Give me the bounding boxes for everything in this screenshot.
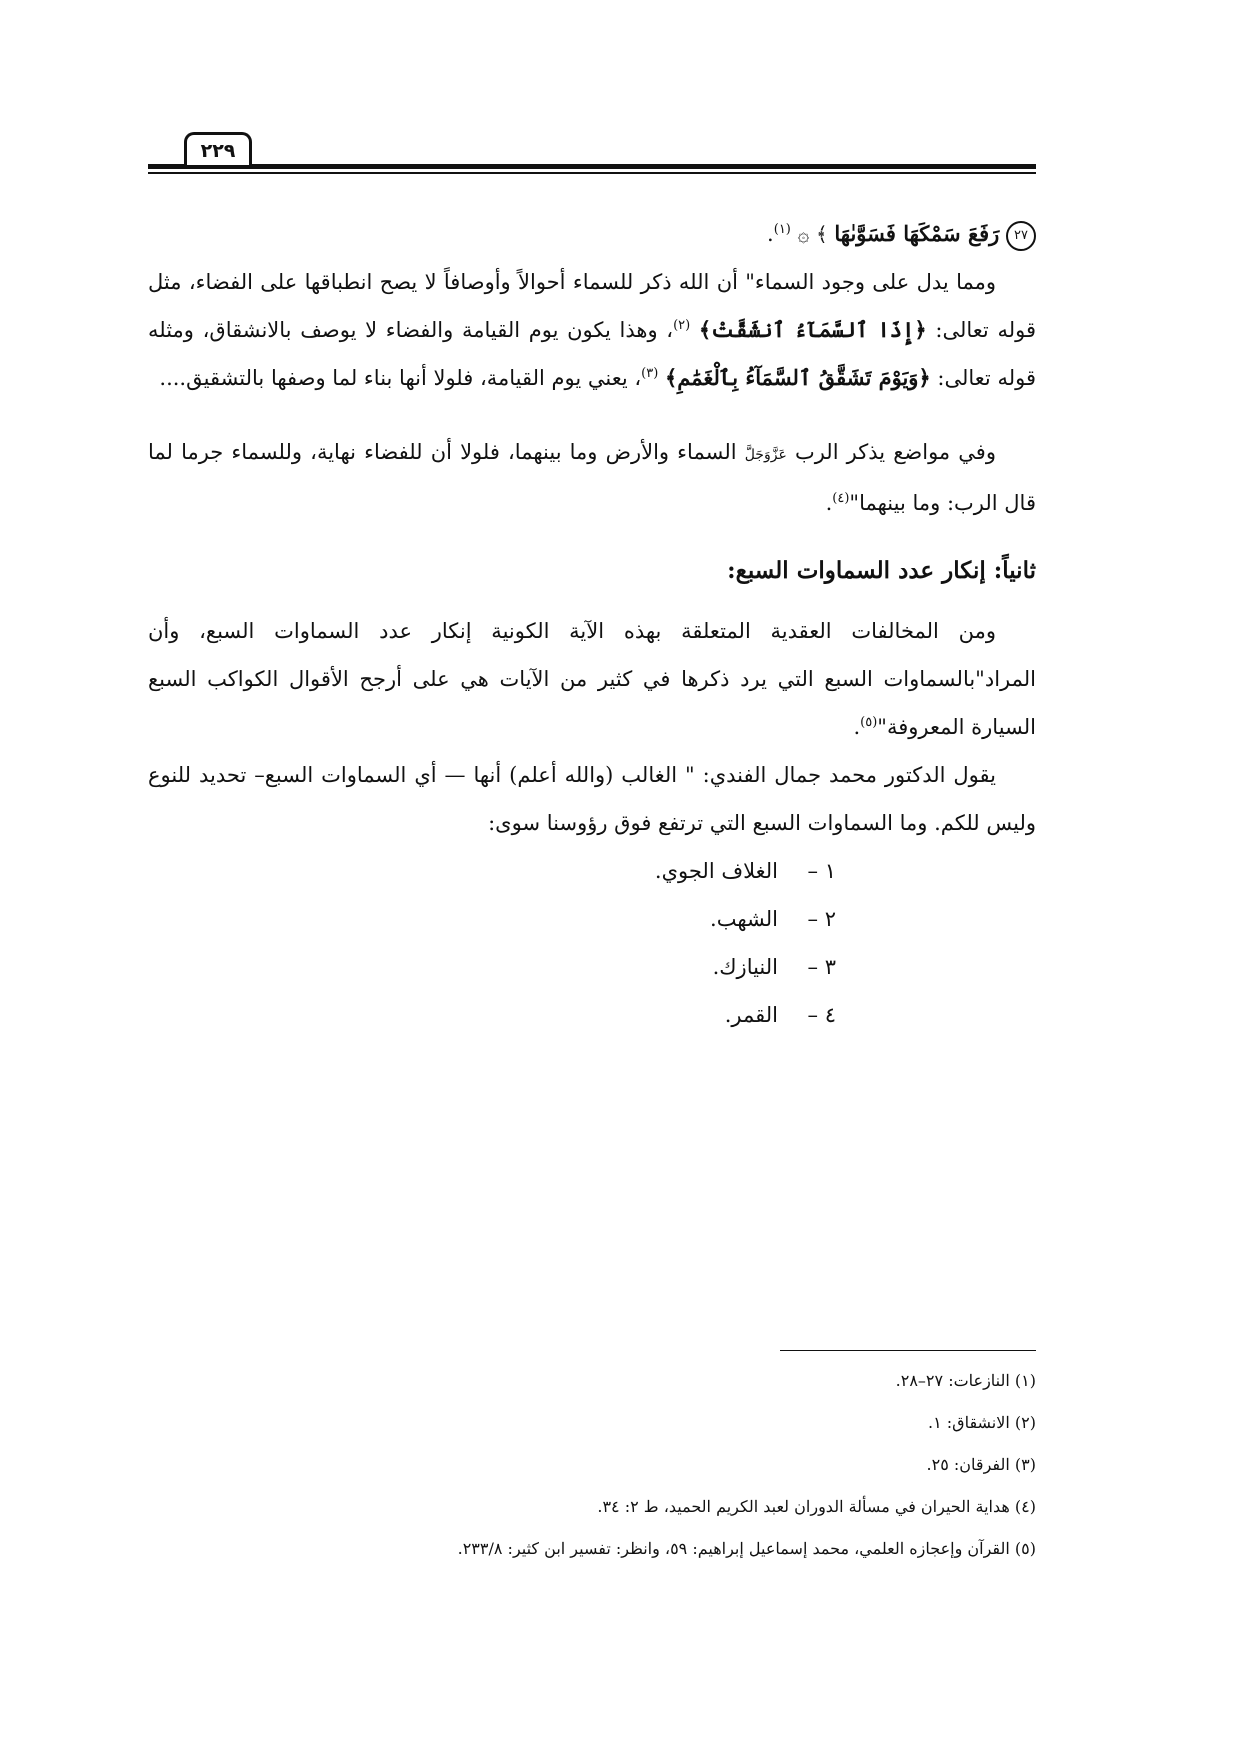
p1-text-a: ومما يدل على وجود السماء" أن الله ذكر للسماء أحوالاً وأوصافاً لا يصح انطباقها على الفضاء، مثل قوله تعالى:: [148, 270, 1036, 342]
list-item: [148, 991, 1036, 1039]
list-item: [148, 895, 1036, 943]
star-ornament-icon: ۞: [797, 222, 810, 246]
header-rule-thick: [148, 164, 1036, 169]
p2-text-a: وفي مواضع يذكر الرب: [786, 440, 996, 464]
footnote-divider: [780, 1350, 1036, 1351]
footnote-ref-5: (٥): [860, 715, 878, 730]
footnote-2: (٢) الانشقاق: ١.: [927, 1413, 1036, 1432]
footnote-3: (٣) الفرقان: ٢٥.: [926, 1455, 1036, 1474]
list-item: [148, 847, 1036, 895]
paragraph-3: [148, 607, 1036, 751]
p3-text: ومن المخالفات العقدية المتعلقة بهذه الآية الكونية إنكار عدد السماوات السبع، وأن المراد"بالسماوات السبع التي يرد ذكرها في كثير من الآيات هي على أرجح الأقوال الكواكب السبع السيارة المعروفة": [148, 619, 1036, 739]
spacer: [148, 402, 1036, 428]
footnote-4: (٤) هداية الحيران في مسألة الدوران لعبد الكريم الحميد، ط ٢: ٣٤.: [597, 1497, 1036, 1516]
p3-end: .: [853, 715, 861, 739]
list-item-text: النيازك.: [712, 955, 778, 979]
footnotes: [148, 1360, 1036, 1570]
main-text: [148, 210, 1036, 1039]
numbered-list: [148, 847, 1036, 1039]
list-item-number: ٤ –: [807, 1003, 836, 1027]
footnote-1: (١) النازعات: ٢٧–٢٨.: [895, 1371, 1036, 1390]
p2-end: .: [825, 491, 833, 515]
verse-furqan: ﴿وَيَوْمَ تَشَقَّقُ ٱلسَّمَآءُ بِٱلْغَمَٰمِ﴾: [665, 365, 931, 390]
list-item-number: ١ –: [807, 859, 836, 883]
paragraph-2: [148, 428, 1036, 527]
footnote-5: (٥) القرآن وإعجازه العلمي، محمد إسماعيل إبراهيم: ٥٩، وانظر: تفسير ابن كثير: ٢٣٣/٨.: [457, 1539, 1036, 1558]
honorific: عَزَّوَجَلَّ: [744, 447, 787, 463]
page-number: ٢٢٩: [184, 132, 252, 165]
verse-line-end: .: [767, 222, 774, 246]
verse-inshiqaq: ﴿إِذَا ٱلسَّمَآءُ ٱنشَقَّتْ﴾: [698, 317, 927, 342]
list-item: [148, 943, 1036, 991]
p1-text-c: ، يعني يوم القيامة، فلولا أنها بناء لما وصفها بالتشقيق....: [159, 366, 642, 390]
footnote-ref-1: (١): [773, 222, 791, 237]
footnote-ref-4: (٤): [832, 491, 850, 506]
section-heading: ثانياً: إنكار عدد السماوات السبع:: [727, 557, 1036, 584]
header-rule-thin: [148, 172, 1036, 174]
ayah-number-badge: ٢٧: [1006, 221, 1036, 251]
verse-text: [834, 221, 999, 246]
footnote-ref-2: (٢): [673, 318, 691, 333]
close-bracket: ﴾: [815, 222, 828, 246]
list-item-number: ٢ –: [807, 907, 836, 931]
list-item-number: ٣ –: [807, 955, 836, 979]
p1-text-b: ، وهذا يكون يوم القيامة والفضاء لا يوصف بالانشقاق، ومثله قوله تعالى:: [148, 318, 1036, 390]
paragraph-1: [148, 258, 1036, 402]
p2-text-b: السماء والأرض وما بينهما، فلولا أن للفضاء نهاية، وللسماء جرما لما قال الرب: وما بينهما": [148, 440, 1036, 515]
list-item-text: الغلاف الجوي.: [654, 859, 778, 883]
list-item-text: الشهب.: [710, 907, 778, 931]
list-item-text: القمر.: [724, 1003, 778, 1027]
paragraph-4: يقول الدكتور محمد جمال الفندي: " الغالب (والله أعلم) أنها — أي السماوات السبع– تحديد للنوع وليس للكم. وما السماوات السبع التي ترتفع فوق رؤوسنا سوى:: [148, 763, 1036, 835]
footnote-ref-3: (٣): [641, 366, 659, 381]
page-header: [148, 128, 1036, 172]
verse-text-content: رَفَعَ سَمْكَهَا فَسَوَّىٰهَا: [834, 221, 1000, 246]
verse-line: [148, 210, 1036, 258]
